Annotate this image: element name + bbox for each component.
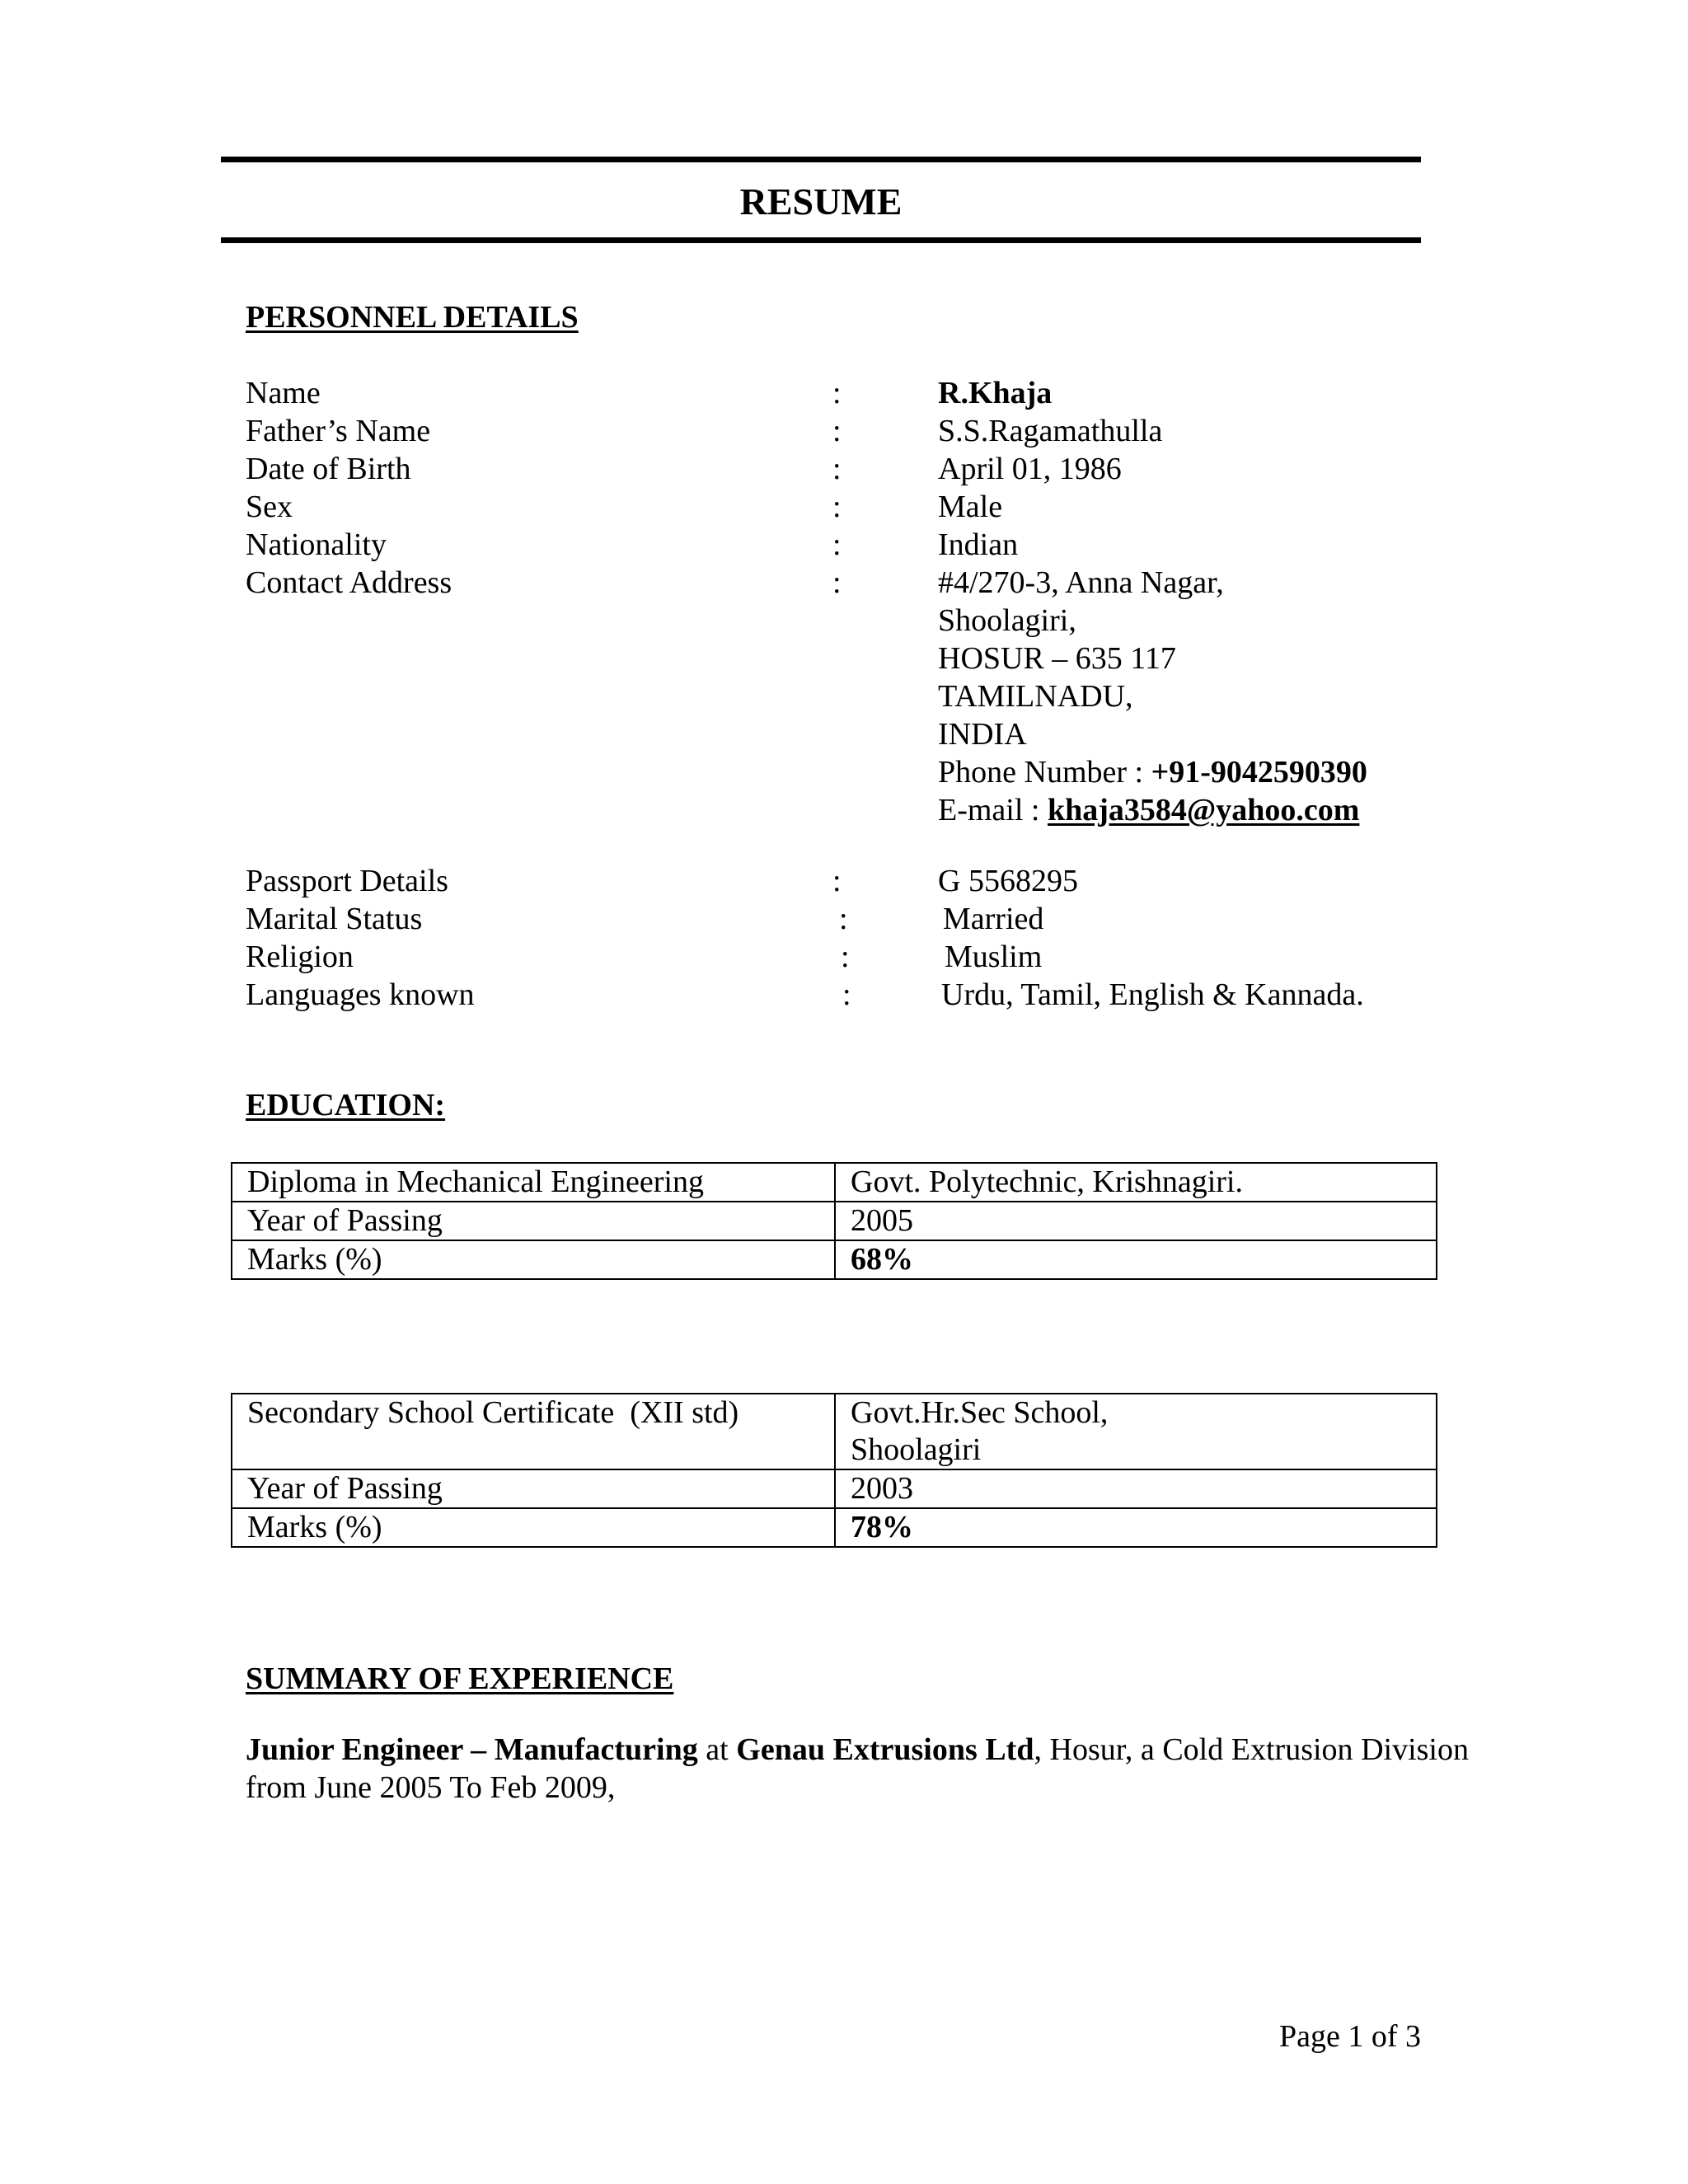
connector-text: at xyxy=(697,1732,737,1767)
email-row xyxy=(246,791,1482,829)
field-row-date-of-birth xyxy=(246,450,1482,488)
school-table xyxy=(231,1393,1437,1548)
address-line: INDIA xyxy=(938,717,1027,752)
table-cell: Govt. Polytechnic, Krishnagiri. xyxy=(835,1163,1437,1202)
table-row xyxy=(232,1469,1437,1508)
field-value: April 01, 1986 xyxy=(938,452,1122,486)
field-label: Languages known xyxy=(246,977,475,1012)
table-cell: Year of Passing xyxy=(232,1469,835,1508)
phone-label: Phone Number : xyxy=(938,755,1151,790)
field-value: Indian xyxy=(938,527,1019,562)
personal-details-list-2 xyxy=(246,862,1482,1014)
address-line: Shoolagiri, xyxy=(938,603,1076,638)
field-colon: : xyxy=(842,977,851,1012)
field-value: Male xyxy=(938,490,1003,524)
field-label: Marital Status xyxy=(246,902,423,936)
field-colon: : xyxy=(832,527,842,562)
company-name: Genau Extrusions Ltd xyxy=(736,1732,1034,1767)
table-cell: Secondary School Certificate (XII std) xyxy=(232,1394,835,1469)
address-row xyxy=(246,602,1482,640)
diploma-table xyxy=(231,1162,1437,1280)
table-cell xyxy=(835,1394,1437,1469)
field-colon: : xyxy=(832,490,842,524)
personal-details-heading: PERSONNEL DETAILS xyxy=(246,300,579,335)
address-row xyxy=(246,715,1482,753)
field-value: G 5568295 xyxy=(938,864,1078,898)
field-row-contact-address xyxy=(246,564,1482,602)
field-label: Nationality xyxy=(246,527,387,562)
address-row xyxy=(246,677,1482,715)
field-label: Sex xyxy=(246,490,293,524)
table-row xyxy=(232,1508,1437,1547)
table-row xyxy=(232,1163,1437,1202)
field-label: Name xyxy=(246,376,321,410)
address-row xyxy=(246,640,1482,677)
email-label: E-mail : xyxy=(938,793,1048,827)
institution-line: Shoolagiri xyxy=(851,1432,982,1467)
field-label: Passport Details xyxy=(246,864,448,898)
email-link[interactable]: khaja3584@yahoo.com xyxy=(1047,793,1360,827)
address-line: HOSUR – 635 117 xyxy=(938,641,1176,676)
field-value: S.S.Ragamathulla xyxy=(938,414,1163,448)
field-colon: : xyxy=(832,565,842,600)
field-label: Religion xyxy=(246,940,354,974)
experience-detail: , Hosur, a Cold Extrusion Division from June 2005 To Feb 2009, xyxy=(246,1732,1469,1805)
field-row-nationality xyxy=(246,526,1482,564)
field-row-sex xyxy=(246,488,1482,526)
title-rule-top xyxy=(221,157,1421,162)
institution-line: Govt.Hr.Sec School, xyxy=(851,1395,1109,1430)
page-number: Page 1 of 3 xyxy=(1278,2019,1421,2054)
table-cell: Marks (%) xyxy=(232,1240,835,1279)
title-rule-bottom xyxy=(221,237,1421,243)
phone-row xyxy=(246,753,1482,791)
field-row-passport xyxy=(246,862,1482,900)
field-label: Father’s Name xyxy=(246,414,431,448)
field-colon: : xyxy=(832,376,842,410)
field-label: Contact Address xyxy=(246,565,452,600)
phone-number: +91-9042590390 xyxy=(1151,755,1367,790)
table-cell: 68% xyxy=(835,1240,1437,1279)
field-colon: : xyxy=(841,940,850,974)
document-title: RESUME xyxy=(739,180,903,223)
field-row-marital-status xyxy=(246,900,1482,938)
job-role: Junior Engineer – Manufacturing xyxy=(246,1732,698,1767)
field-colon: : xyxy=(839,902,848,936)
experience-heading: SUMMARY OF EXPERIENCE xyxy=(246,1661,674,1696)
field-value-name: R.Khaja xyxy=(938,376,1053,410)
field-colon: : xyxy=(832,452,842,486)
table-row xyxy=(232,1240,1437,1279)
field-value: Urdu, Tamil, English & Kannada. xyxy=(941,977,1364,1012)
table-row xyxy=(232,1202,1437,1240)
experience-summary xyxy=(246,1731,1469,1807)
table-cell: Year of Passing xyxy=(232,1202,835,1240)
field-colon: : xyxy=(832,414,842,448)
table-cell: 2005 xyxy=(835,1202,1437,1240)
field-row-religion xyxy=(246,938,1482,976)
table-cell: 78% xyxy=(835,1508,1437,1547)
table-row xyxy=(232,1394,1437,1469)
field-value: Muslim xyxy=(945,940,1043,974)
table-cell: Diploma in Mechanical Engineering xyxy=(232,1163,835,1202)
education-heading: EDUCATION: xyxy=(246,1088,446,1122)
field-row-fathers-name xyxy=(246,412,1482,450)
table-cell: 2003 xyxy=(835,1469,1437,1508)
address-line: TAMILNADU, xyxy=(938,679,1133,714)
field-row-name xyxy=(246,374,1482,412)
address-line: #4/270-3, Anna Nagar, xyxy=(938,565,1224,600)
table-cell: Marks (%) xyxy=(232,1508,835,1547)
personal-details-list xyxy=(246,374,1482,829)
field-colon: : xyxy=(832,864,842,898)
field-value: Married xyxy=(943,902,1044,936)
field-label: Date of Birth xyxy=(246,452,411,486)
field-row-languages xyxy=(246,976,1482,1014)
